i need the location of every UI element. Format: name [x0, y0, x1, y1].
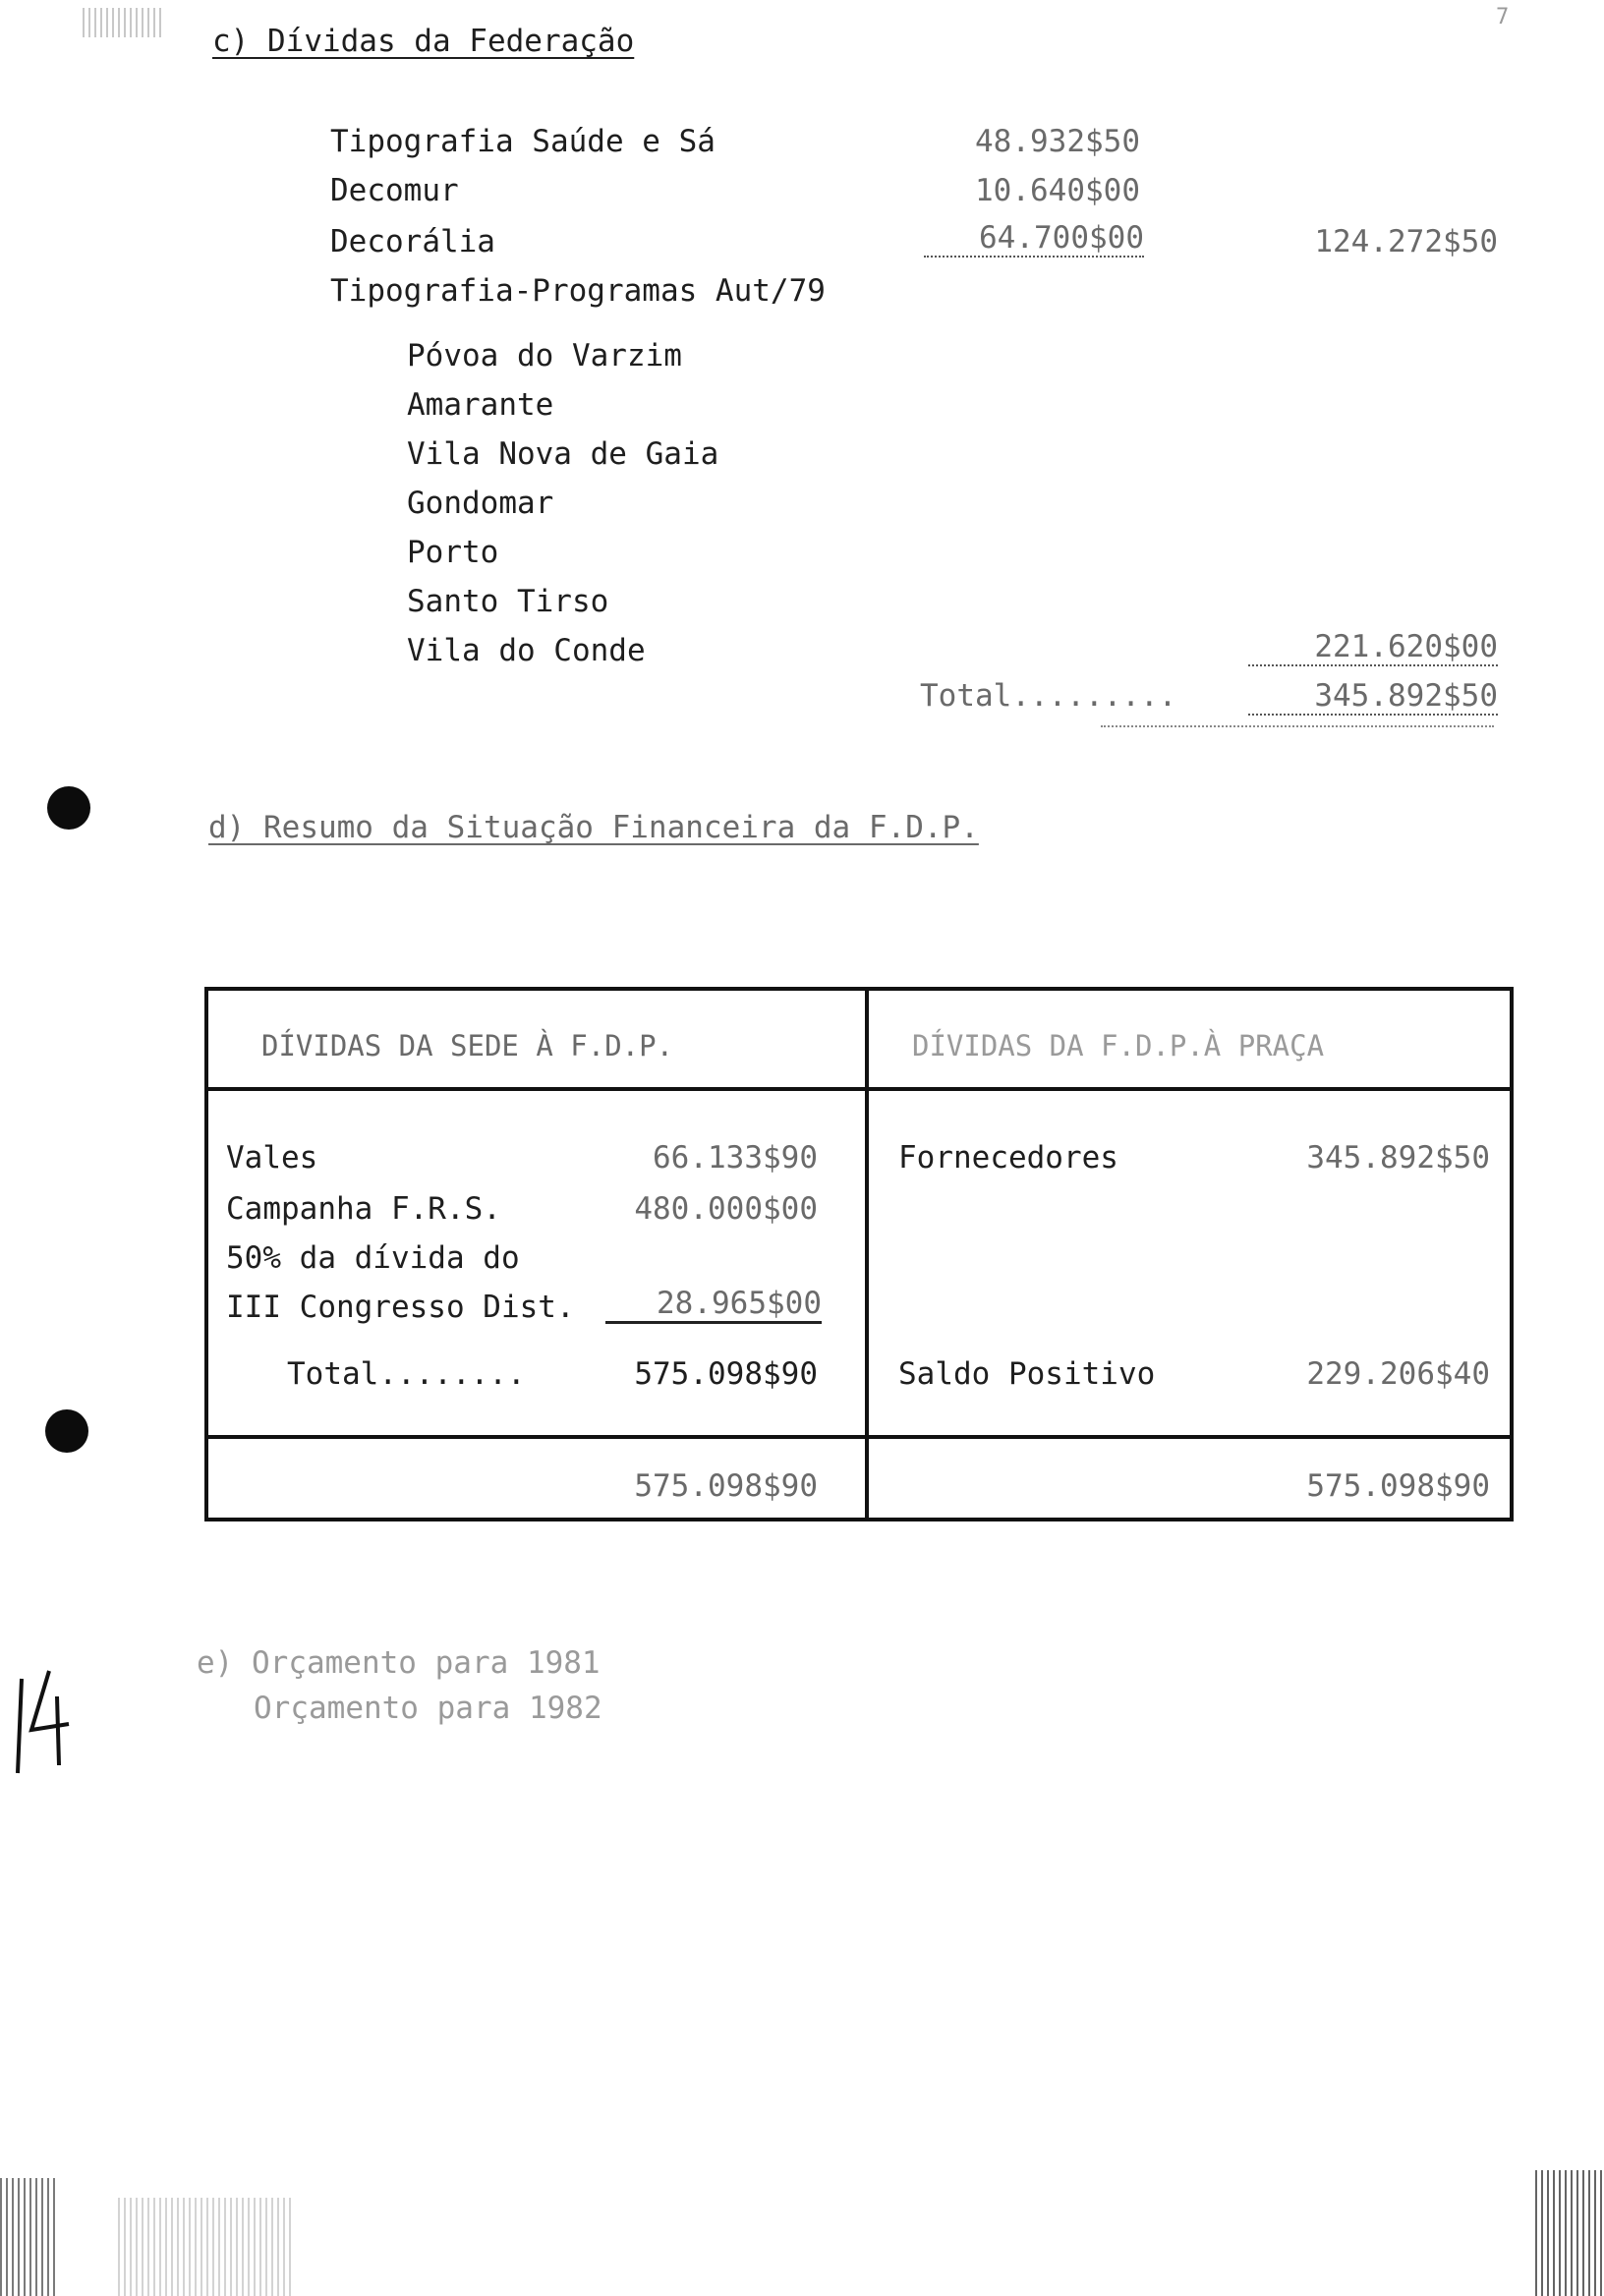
location-item: Gondomar — [407, 486, 554, 521]
item-amount: 64.700$00 — [924, 220, 1144, 258]
location-item: Santo Tirso — [407, 584, 609, 619]
table-header-divider — [208, 1087, 1510, 1091]
saldo-amount: 229.206$40 — [1306, 1356, 1490, 1392]
location-item: Vila Nova de Gaia — [407, 436, 719, 472]
table-row-amount: 66.133$90 — [653, 1140, 818, 1176]
total-double-underline — [1101, 725, 1494, 727]
scan-smudge — [83, 8, 161, 37]
locations-amount: 221.620$00 — [1248, 629, 1498, 666]
table-row-amount: 480.000$00 — [634, 1191, 818, 1227]
section-e-line2: Orçamento para 1982 — [254, 1691, 602, 1726]
section-d-heading: d) Resumo da Situação Financeira da F.D.P. — [208, 810, 979, 845]
item-amount: 48.932$50 — [975, 124, 1140, 159]
footer-right-amount: 575.098$90 — [1306, 1468, 1490, 1504]
table-row-label: 50% da dívida do — [226, 1240, 520, 1276]
left-total-label: Total........ — [287, 1356, 526, 1392]
handwritten-initials — [10, 1667, 79, 1775]
table-row-amount: 28.965$00 — [605, 1286, 822, 1324]
item-amount: 10.640$00 — [975, 173, 1140, 208]
scan-lines-bottom — [118, 2198, 295, 2296]
footer-left-amount: 575.098$90 — [634, 1468, 818, 1504]
left-column-header: DÍVIDAS DA SEDE À F.D.P. — [261, 1029, 674, 1062]
table-row-label: Vales — [226, 1140, 318, 1176]
location-item: Vila do Conde — [407, 633, 646, 668]
punch-hole-lower — [45, 1409, 88, 1453]
right-column-header: DÍVIDAS DA F.D.P.À PRAÇA — [912, 1029, 1325, 1062]
table-row-label: III Congresso Dist. — [226, 1290, 575, 1325]
item-label: Decomur — [330, 173, 459, 208]
scan-edge-right — [1535, 2170, 1604, 2296]
location-item: Amarante — [407, 387, 554, 423]
right-row-amount: 345.892$50 — [1306, 1140, 1490, 1176]
total-amount: 345.892$50 — [1248, 678, 1498, 716]
saldo-label: Saldo Positivo — [898, 1356, 1156, 1392]
punch-hole-upper — [47, 786, 90, 830]
scan-edge-left — [0, 2178, 59, 2296]
table-row-label: Campanha F.R.S. — [226, 1191, 501, 1227]
item-label: Decorália — [330, 224, 495, 259]
section-e-line1: e) Orçamento para 1981 — [197, 1645, 601, 1681]
location-item: Póvoa do Varzim — [407, 338, 682, 373]
table-footer-divider — [208, 1435, 1510, 1439]
programas-label: Tipografia-Programas Aut/79 — [330, 273, 826, 309]
subtotal-amount: 124.272$50 — [1314, 224, 1498, 259]
right-row-label: Fornecedores — [898, 1140, 1118, 1176]
page-number: 7 — [1496, 5, 1510, 29]
location-item: Porto — [407, 535, 499, 570]
section-c-heading: c) Dívidas da Federação — [212, 24, 635, 59]
total-label: Total......... — [920, 678, 1177, 714]
left-total-amount: 575.098$90 — [634, 1356, 818, 1392]
item-label: Tipografia Saúde e Sá — [330, 124, 716, 159]
